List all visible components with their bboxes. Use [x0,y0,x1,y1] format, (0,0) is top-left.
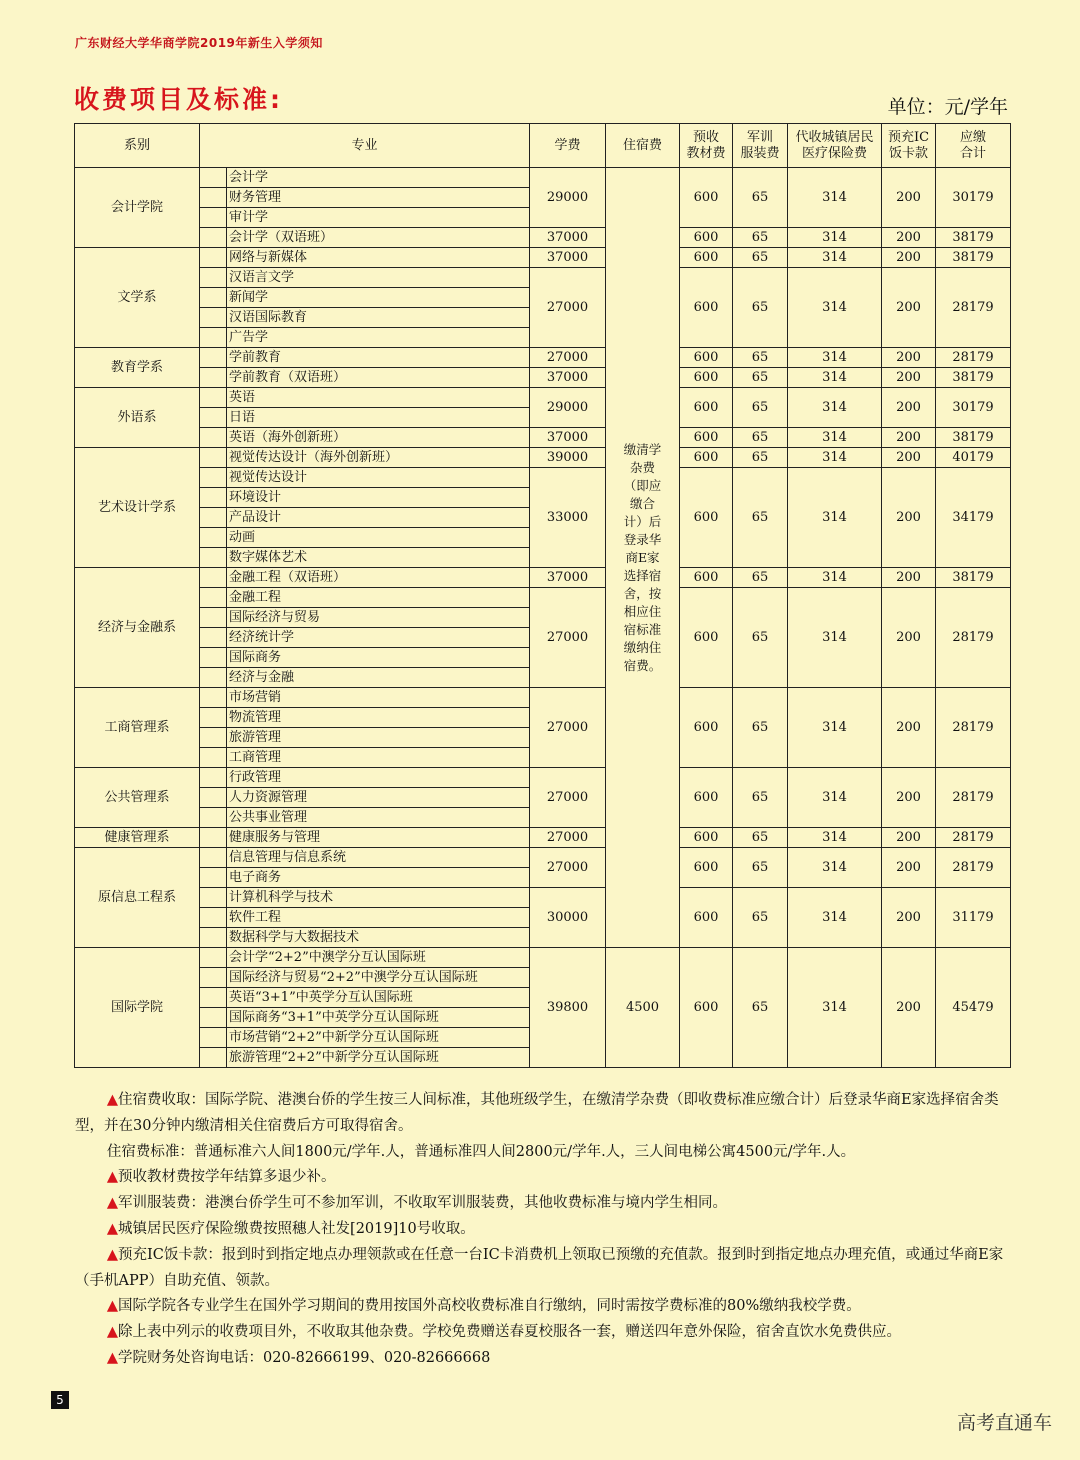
total-cell: 34179 [936,468,1011,568]
uniform-cell: 65 [733,468,788,568]
dept-cell: 教育学系 [75,348,200,388]
dorm-note-line: 宿标准 [623,621,662,637]
table-row [75,388,1011,408]
card-cell: 200 [882,468,936,568]
card-cell: 200 [882,168,936,228]
major-cell: 计算机科学与技术 [200,888,530,908]
major-cell: 动画 [200,528,530,548]
total-cell: 40179 [936,448,1011,468]
total-cell: 38179 [936,228,1011,248]
header-tuition: 学费 [530,124,606,168]
dept-cell: 艺术设计学系 [75,448,200,568]
insurance-cell: 314 [788,948,882,1068]
tuition-cell: 37000 [530,248,606,268]
note-paragraph [75,1346,1011,1372]
insurance-cell: 314 [788,168,882,228]
header-uniform-line2: 服装费 [740,145,780,161]
table-row [75,348,1011,368]
table-row [75,268,1011,288]
dorm-note-line: （即应 [623,477,662,493]
insurance-cell: 314 [788,888,882,948]
major-cell: 健康服务与管理 [200,828,530,848]
table-row [75,168,1011,188]
fee-table-body [75,168,1011,1068]
uniform-cell: 65 [733,448,788,468]
tuition-cell: 27000 [530,848,606,888]
major-cell: 数据科学与大数据技术 [200,928,530,948]
card-cell: 200 [882,948,936,1068]
note-text: 住宿费收取：国际学院、港澳台侨的学生按三人间标准，其他班级学生，在缴清学杂费（即收费标准应缴合计）后登录华商E家选择宿舍类型，并在30分钟内缴清相关住宿费后方可取得宿舍。 [75,1092,999,1134]
textbook-cell: 600 [680,368,733,388]
major-cell: 会计学（双语班） [200,228,530,248]
dept-cell: 原信息工程系 [75,848,200,948]
card-cell: 200 [882,888,936,948]
dorm-intl-cell: 4500 [606,948,680,1068]
uniform-cell: 65 [733,268,788,348]
insurance-cell: 314 [788,268,882,348]
tuition-cell: 37000 [530,228,606,248]
fee-table [74,123,1011,1068]
header-uniform [733,124,788,168]
header-uniform-line1: 军训 [746,129,773,145]
dorm-note-line: 杂费 [629,459,655,475]
header-textbook-line1: 预收 [692,129,719,145]
uniform-cell: 65 [733,888,788,948]
tuition-cell: 37000 [530,428,606,448]
uniform-cell: 65 [733,388,788,428]
major-cell: 经济与金融 [200,668,530,688]
insurance-cell: 314 [788,848,882,888]
table-row [75,228,1011,248]
insurance-cell: 314 [788,388,882,428]
insurance-cell: 314 [788,428,882,448]
major-cell: 产品设计 [200,508,530,528]
table-row [75,448,1011,468]
textbook-cell: 600 [680,888,733,948]
note-text: 预充IC饭卡款：报到时到指定地点办理领款或在任意一台IC卡消费机上领取已预缴的充值款。报到时到指定地点办理充值，或通过华商E家（手机APP）自助充值、领款。 [75,1246,1004,1289]
dorm-note-line: 计）后 [623,513,662,529]
insurance-cell: 314 [788,348,882,368]
dorm-note-line: 缴纳住 [623,639,662,655]
insurance-cell: 314 [788,688,882,768]
table-row [75,828,1011,848]
dorm-note-line: 宿费。 [623,657,662,673]
header-total-line2: 合计 [959,145,986,161]
textbook-cell: 600 [680,828,733,848]
total-cell: 28179 [936,848,1011,888]
note-text: 除上表中列示的收费项目外，不收取其他杂费。学校免费赠送春夏校服各一套，赠送四年意外保险，宿舍直饮水免费供应。 [118,1324,902,1341]
table-row [75,468,1011,488]
major-cell: 学前教育 [200,348,530,368]
uniform-cell: 65 [733,568,788,588]
major-cell: 金融工程（双语班） [200,568,530,588]
major-cell: 会计学 [200,168,530,188]
header-insurance-line1: 代收城镇居民 [795,129,874,145]
total-cell: 28179 [936,588,1011,688]
major-cell: 新闻学 [200,288,530,308]
dorm-note-line: 商E家 [625,549,660,565]
textbook-cell: 600 [680,228,733,248]
note-text: 军训服装费：港澳台侨学生可不参加军训，不收取军训服装费，其他收费标准与境内学生相同。 [118,1195,728,1212]
card-cell: 200 [882,248,936,268]
total-cell: 28179 [936,688,1011,768]
note-text: 住宿费标准：普通标准六人间1800元/学年.人，普通标准四人间2800元/学年.人，三人间电梯公寓4500元/学年.人。 [106,1143,856,1160]
total-cell: 28179 [936,348,1011,368]
major-cell: 工商管理 [200,748,530,768]
insurance-cell: 314 [788,248,882,268]
dept-cell: 外语系 [75,388,200,448]
card-cell: 200 [882,348,936,368]
header-textbook-line2: 教材费 [686,145,726,161]
dorm-note-line: 缴合 [629,495,655,511]
table-row [75,568,1011,588]
card-cell: 200 [882,428,936,448]
note-paragraph [75,1217,1011,1243]
header-insurance [788,124,882,168]
textbook-cell: 600 [680,348,733,368]
dept-cell: 公共管理系 [75,768,200,828]
card-cell: 200 [882,768,936,828]
header-insurance-line2: 医疗保险费 [801,145,867,161]
uniform-cell: 65 [733,348,788,368]
major-cell: 国际商务“3+1”中英学分互认国际班 [200,1008,530,1028]
uniform-cell: 65 [733,848,788,888]
major-cell: 市场营销 [200,688,530,708]
textbook-cell: 600 [680,588,733,688]
dept-cell: 工商管理系 [75,688,200,768]
dorm-note-line: 相应住 [623,603,662,619]
header-dorm: 住宿费 [606,124,680,168]
tuition-cell: 30000 [530,888,606,948]
major-cell: 英语“3+1”中英学分互认国际班 [200,988,530,1008]
dept-cell: 国际学院 [75,948,200,1068]
note-paragraph [75,1165,1011,1191]
uniform-cell: 65 [733,428,788,448]
tuition-cell: 33000 [530,468,606,568]
note-paragraph [75,1140,1011,1166]
major-cell: 市场营销“2+2”中新学分互认国际班 [200,1028,530,1048]
insurance-cell: 314 [788,588,882,688]
uniform-cell: 65 [733,828,788,848]
total-cell: 28179 [936,268,1011,348]
insurance-cell: 314 [788,228,882,248]
table-row [75,768,1011,788]
uniform-cell: 65 [733,248,788,268]
major-cell: 日语 [200,408,530,428]
card-cell: 200 [882,828,936,848]
dept-cell: 健康管理系 [75,828,200,848]
table-row [75,888,1011,908]
major-cell: 国际经济与贸易 [200,608,530,628]
major-cell: 数字媒体艺术 [200,548,530,568]
total-cell: 31179 [936,888,1011,948]
tuition-cell: 37000 [530,368,606,388]
major-cell: 广告学 [200,328,530,348]
uniform-cell: 65 [733,688,788,768]
header-total-line1: 应缴 [959,129,986,145]
uniform-cell: 65 [733,768,788,828]
note-text: 预收教材费按学年结算多退少补。 [118,1169,336,1186]
note-paragraph [75,1088,1011,1140]
tuition-cell: 27000 [530,828,606,848]
triangle-bullet-icon: ▲ [106,1298,119,1315]
table-row [75,428,1011,448]
uniform-cell: 65 [733,948,788,1068]
textbook-cell: 600 [680,848,733,888]
dorm-note-line: 选择宿 [623,567,662,583]
tuition-cell: 39000 [530,448,606,468]
card-cell: 200 [882,848,936,888]
triangle-bullet-icon: ▲ [106,1092,119,1108]
dept-cell: 文学系 [75,248,200,348]
major-cell: 公共事业管理 [200,808,530,828]
page-number: 5 [51,1391,69,1409]
triangle-bullet-icon: ▲ [106,1169,119,1186]
tuition-cell: 27000 [530,688,606,768]
triangle-bullet-icon: ▲ [106,1324,119,1341]
total-cell: 38179 [936,568,1011,588]
card-cell: 200 [882,268,936,348]
card-cell: 200 [882,568,936,588]
table-row [75,368,1011,388]
insurance-cell: 314 [788,368,882,388]
header-total [936,124,1011,168]
major-cell: 英语 [200,388,530,408]
triangle-bullet-icon: ▲ [106,1220,119,1237]
uniform-cell: 65 [733,168,788,228]
card-cell: 200 [882,448,936,468]
card-cell: 200 [882,688,936,768]
header-dept: 系别 [75,124,200,168]
card-cell: 200 [882,228,936,248]
tuition-cell: 37000 [530,568,606,588]
textbook-cell: 600 [680,468,733,568]
major-cell: 视觉传达设计（海外创新班） [200,448,530,468]
total-cell: 38179 [936,368,1011,388]
dept-cell: 经济与金融系 [75,568,200,688]
textbook-cell: 600 [680,688,733,768]
table-row [75,248,1011,268]
textbook-cell: 600 [680,388,733,428]
watermark-text: 高考直通车 [956,1412,1052,1434]
insurance-cell: 314 [788,468,882,568]
major-cell: 旅游管理“2+2”中新学分互认国际班 [200,1048,530,1068]
unit-label: 单位：元/学年 [887,96,1008,118]
header-major: 专业 [200,124,530,168]
note-paragraph [75,1191,1011,1217]
total-cell: 38179 [936,428,1011,448]
textbook-cell: 600 [680,568,733,588]
card-cell: 200 [882,368,936,388]
triangle-bullet-icon: ▲ [106,1349,119,1366]
textbook-cell: 600 [680,268,733,348]
uniform-cell: 65 [733,588,788,688]
major-cell: 汉语言文学 [200,268,530,288]
major-cell: 信息管理与信息系统 [200,848,530,868]
insurance-cell: 314 [788,448,882,468]
major-cell: 金融工程 [200,588,530,608]
tuition-cell: 27000 [530,588,606,688]
note-paragraph [75,1294,1011,1320]
textbook-cell: 600 [680,448,733,468]
textbook-cell: 600 [680,248,733,268]
uniform-cell: 65 [733,368,788,388]
major-cell: 英语（海外创新班） [200,428,530,448]
dorm-note-line: 舍，按 [623,585,662,601]
major-cell: 电子商务 [200,868,530,888]
triangle-bullet-icon: ▲ [106,1246,119,1263]
dept-cell: 会计学院 [75,168,200,248]
insurance-cell: 314 [788,568,882,588]
dorm-note-line: 登录华 [623,531,662,547]
triangle-bullet-icon: ▲ [106,1195,119,1212]
major-cell: 审计学 [200,208,530,228]
major-cell: 经济统计学 [200,628,530,648]
major-cell: 国际商务 [200,648,530,668]
major-cell: 环境设计 [200,488,530,508]
major-cell: 会计学“2+2”中澳学分互认国际班 [200,948,530,968]
total-cell: 30179 [936,388,1011,428]
total-cell: 28179 [936,828,1011,848]
note-paragraph [75,1243,1011,1295]
major-cell: 旅游管理 [200,728,530,748]
tuition-cell: 27000 [530,348,606,368]
table-row [75,948,1011,968]
dorm-note-line: 缴清学 [623,441,662,457]
textbook-cell: 600 [680,768,733,828]
total-cell: 45479 [936,948,1011,1068]
tuition-cell: 27000 [530,768,606,828]
header-textbook [680,124,733,168]
major-cell: 汉语国际教育 [200,308,530,328]
section-title: 收费项目及标准: [74,85,283,114]
major-cell: 网络与新媒体 [200,248,530,268]
major-cell: 行政管理 [200,768,530,788]
insurance-cell: 314 [788,828,882,848]
major-cell: 财务管理 [200,188,530,208]
header-card-line1: 预充IC [887,129,930,145]
major-cell: 物流管理 [200,708,530,728]
major-cell: 学前教育（双语班） [200,368,530,388]
note-text: 学院财务处咨询电话：020-82666199、020-82666668 [118,1349,491,1366]
card-cell: 200 [882,388,936,428]
major-cell: 国际经济与贸易“2+2”中澳学分互认国际班 [200,968,530,988]
table-row [75,688,1011,708]
table-row [75,588,1011,608]
major-cell: 软件工程 [200,908,530,928]
tuition-cell: 39800 [530,948,606,1068]
insurance-cell: 314 [788,768,882,828]
major-cell: 视觉传达设计 [200,468,530,488]
page-header-title: 广东财经大学华商学院2019年新生入学须知 [75,36,323,50]
card-cell: 200 [882,588,936,688]
major-cell: 人力资源管理 [200,788,530,808]
textbook-cell: 600 [680,428,733,448]
textbook-cell: 600 [680,948,733,1068]
total-cell: 28179 [936,768,1011,828]
total-cell: 30179 [936,168,1011,228]
tuition-cell: 29000 [530,388,606,428]
note-paragraph [75,1320,1011,1346]
dorm-note-cell [606,168,680,948]
uniform-cell: 65 [733,228,788,248]
table-row [75,848,1011,868]
fee-table-header-row [75,124,1011,168]
header-card [882,124,936,168]
tuition-cell: 27000 [530,268,606,348]
tuition-cell: 29000 [530,168,606,228]
note-text: 城镇居民医疗保险缴费按照穗人社发[2019]10号收取。 [118,1220,475,1237]
header-card-line2: 饭卡款 [888,145,928,161]
notes-section [75,1088,1011,1372]
note-text: 国际学院各专业学生在国外学习期间的费用按国外高校收费标准自行缴纳，同时需按学费标准的80%缴纳我校学费。 [118,1298,861,1315]
textbook-cell: 600 [680,168,733,228]
total-cell: 38179 [936,248,1011,268]
